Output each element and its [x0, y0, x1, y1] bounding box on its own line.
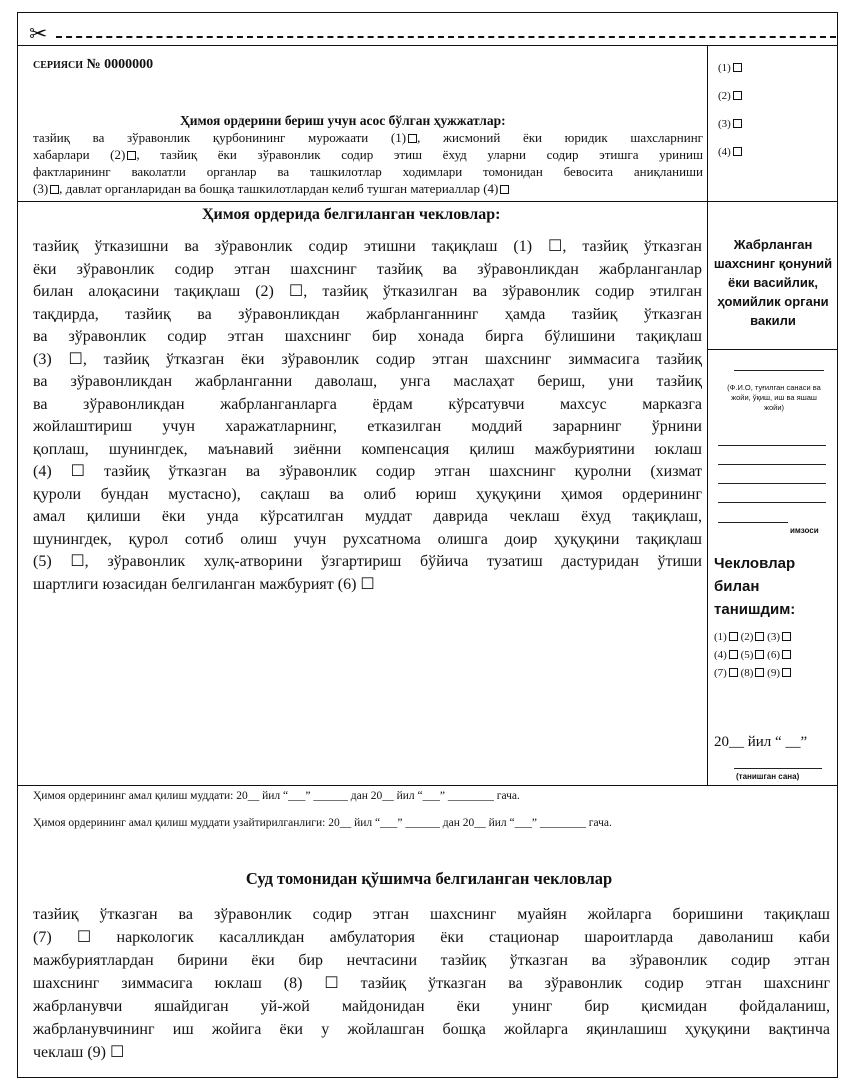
restrictions-line: ва зўравонлик содир этган шахснинг бир хонада бирга бўлишини тақиқлаш: [33, 328, 702, 345]
side-check-1[interactable]: (1): [718, 54, 742, 82]
divider: [707, 349, 838, 350]
acknowledged-heading: Чекловлар билан танишдим:: [714, 555, 796, 618]
cut-line: [56, 36, 836, 38]
divider: [707, 45, 708, 201]
restrictions-line: ва зўравонликдан жабрланганни даволаш, унга маслаҳат бериш, уни тазйиқ: [33, 373, 702, 390]
series-number: СЕРИЯСИ № 0000000: [33, 57, 154, 72]
signature-line: [718, 522, 788, 523]
restrictions-line: шунингдек, қурол сотиб олиш учун рухсатнома олишга доир ҳуқуқини тақиқлаш: [33, 530, 702, 548]
checkbox-4[interactable]: [500, 185, 509, 194]
court-line: жабрланувчи яшайдиган уй-жой майдонидан ёки унинг бир қисмидан фойдаланиш,: [33, 998, 830, 1015]
court-line: мажбуриятлардан бирини ёки бир нечтасини тазйиқ ўтказган ва зўравонлик содир этган: [33, 952, 830, 969]
restrictions-line: (5) ☐, зўравонлик хулқ-атворини ўзгартириш бўйича тузатиш дастуридан ўтиши: [33, 553, 702, 570]
restrictions-line: жойлаштириш учун харажатларнинг, етказилган моддий зарарнинг ўрнини: [33, 418, 702, 435]
representative-heading: Жабрланган шахснинг қонуний ёки васийлик, ҳомийлик органи вакили: [713, 237, 833, 328]
restrictions-line: (3) ☐, тазйиқ ўтказган ёки зўравонлик содир этган шахснинг зиммасига тазйиқ: [33, 350, 702, 368]
fio-caption: (Ф.И.О, туғилган санаси ва жойи, ўқиш, иш ва яшаш жойи): [727, 383, 821, 412]
divider: [17, 785, 838, 786]
checkbox-1[interactable]: [408, 134, 417, 143]
side-checks: [718, 54, 742, 166]
fio-line: [718, 483, 826, 484]
court-heading: Суд томонидан қўшимча белгиланган чекловлар: [245, 869, 613, 888]
restrictions-heading: Ҳимоя ордерида белгиланган чекловлар:: [202, 206, 501, 223]
scissors-icon: ✂: [29, 22, 48, 47]
side-check-3[interactable]: (3): [718, 110, 742, 138]
court-line: тазйиқ ўтказган ва зўравонлик содир этган шахснинг муайян жойларга боришини тақиқлаш: [33, 906, 830, 923]
documents-line: хабарлари (2) , тазйиқ ёки зўравонлик содир этиш ёхуд уларни содир этишга уриниш: [33, 147, 704, 162]
court-line: шахснинг зиммасига юклаш (8) ☐ тазйиқ ўтказган ва зўравонлик содир этган шахснинг: [33, 975, 830, 992]
restrictions-line: қуроли бундан мустасно), сақлаш ва олиб юриш ҳуқуқини ҳимоя ордерининг: [33, 485, 702, 503]
restrictions-line: қоплаш, шунингдек, маънавий зиённи компенсация қилиш мажбуриятини юклаш: [33, 440, 702, 458]
acknowledged-date: 20__ йил “ __”: [714, 734, 808, 750]
documents-line: тазйиқ ва зўравонлик қурбонининг мурожаати (1) , жисмоний ёки юридик шахсларнинг: [33, 130, 703, 145]
court-text: [33, 903, 830, 1064]
ack-check-7[interactable]: (7): [714, 667, 738, 679]
checkbox-3[interactable]: [50, 185, 59, 194]
court-line: жабрланувчининг иш жойига ёки у жойлашган бошқа жойларга яқинлашиш ҳуқуқини вақтинча: [33, 1021, 830, 1038]
ack-check-6[interactable]: (6): [767, 649, 791, 661]
side-check-2[interactable]: (2): [718, 82, 742, 110]
fio-line: [734, 370, 824, 371]
signature-caption: имзоси: [790, 526, 819, 535]
validity-extension: Ҳимоя ордерининг амал қилиш муддати узайтирилганлиги: 20__ йил “___” ______ дан 20__ йил “___” ________ гача.: [33, 817, 612, 829]
fio-line: [718, 464, 826, 465]
restrictions-line: билан алоқасини тақиқлаш (2) ☐, тазйиқ ўтказилган ва зўравонлик содир этилган: [33, 283, 702, 300]
fio-line: [718, 502, 826, 503]
date-line: [734, 768, 822, 769]
validity-period: Ҳимоя ордерининг амал қилиш муддати: 20__ йил “___” ______ дан 20__ йил “___” ________ гача.: [33, 790, 520, 802]
restrictions-line: тазйиқ ўтказишни ва зўравонлик содир этишни тақиқлаш (1) ☐, тазйиқ ўтказган: [33, 238, 702, 255]
ack-check-1[interactable]: (1): [714, 631, 738, 643]
court-line: чеклаш (9) ☐: [33, 1044, 125, 1061]
ack-check-9[interactable]: (9): [767, 667, 791, 679]
restrictions-line: амал қилиши ёки унда кўрсатилган муддат даврида чеклаш ёхуд тақиқлаш,: [33, 508, 702, 525]
restrictions-line: ёки зўравонлик содир этган шахснинг тазйиқ ва зўравонликдан жабрланганлар: [33, 260, 702, 278]
documents-heading: Ҳимоя ордерини бериш учун асос бўлган ҳужжатлар:: [180, 113, 506, 128]
acknowledged-checks: [714, 628, 791, 682]
ack-check-2[interactable]: (2): [741, 631, 765, 643]
restrictions-line: (4) ☐ тазйиқ ўтказган ва зўравонлик содир этган шахснинг қуролни (хизмат: [33, 463, 702, 480]
restrictions-line: ва зўравонликдан жабрланганларга ёрдам кўрсатувчи махсус марказга: [33, 395, 702, 413]
restrictions-line: тақдирда, тазйиқ ва зўравонликдан жабрланганнинг ҳамда тазйиқ ўтказган: [33, 305, 702, 323]
date-caption: (танишган сана): [736, 772, 800, 781]
ack-check-5[interactable]: (5): [741, 649, 765, 661]
ack-check-3[interactable]: (3): [767, 631, 791, 643]
fio-line: [718, 445, 826, 446]
divider: [17, 45, 838, 46]
documents-line: (3) , давлат органларидан ва бошқа ташкилотлардан келиб тушган материаллар (4): [33, 180, 703, 197]
restrictions-text: [33, 236, 702, 596]
ack-check-8[interactable]: (8): [741, 667, 765, 679]
documents-line: фактларининг ваколатли органлар ва ташкилотлар ходимлари томонидан бевосита аниқланиши: [33, 164, 703, 179]
court-line: (7) ☐ наркологик касалликдан амбулатория ёки стационар шароитларда даволаниш каби: [33, 929, 830, 946]
restrictions-line: шартлиги юзасидан белгиланган мажбурият (6) ☐: [33, 575, 375, 593]
side-check-4[interactable]: (4): [718, 138, 742, 166]
checkbox-2[interactable]: [127, 151, 136, 160]
documents-text: [33, 129, 703, 197]
divider: [17, 201, 838, 202]
ack-check-4[interactable]: (4): [714, 649, 738, 661]
